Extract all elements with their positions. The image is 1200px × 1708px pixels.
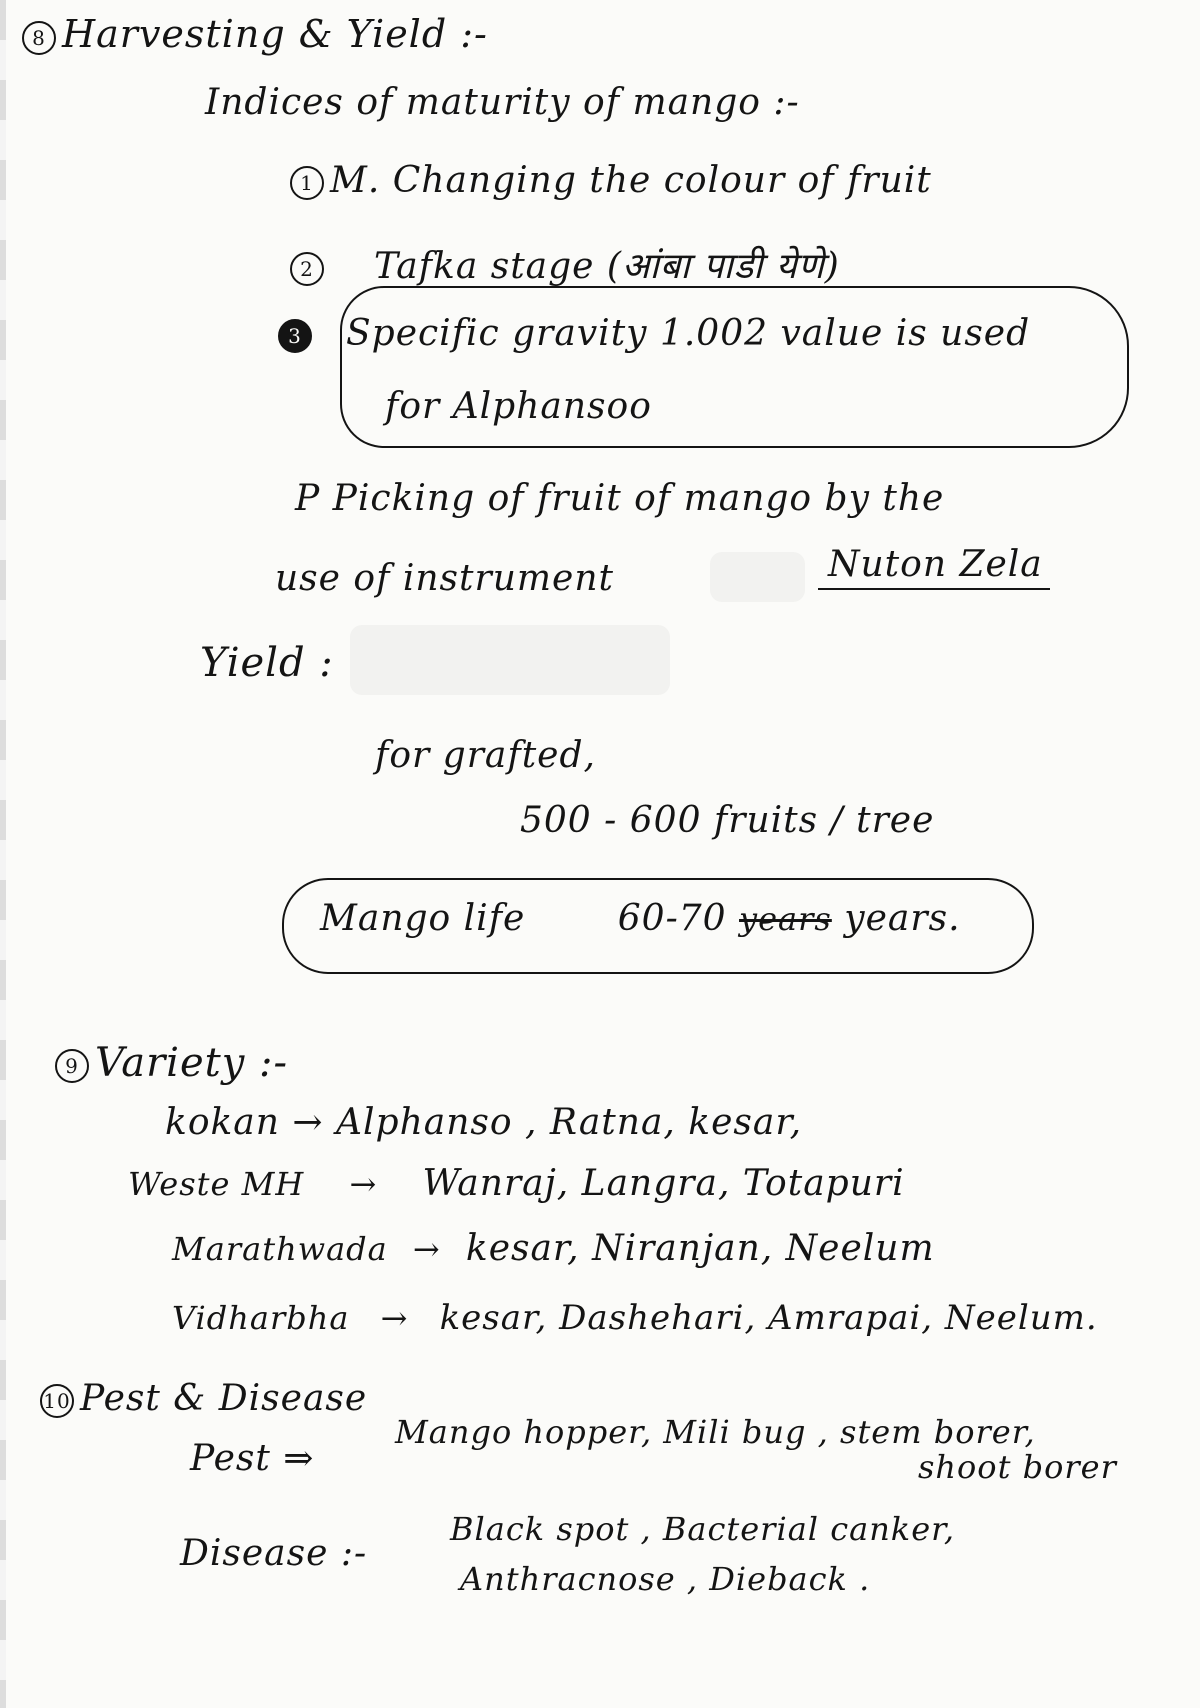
yield-value: 500 - 600 fruits / tree: [520, 800, 935, 841]
disease-list-line2: Anthracnose , Dieback .: [460, 1560, 871, 1598]
smudge: [710, 552, 805, 602]
pest-list-line2: shoot borer: [918, 1448, 1117, 1486]
disease-label: Disease :-: [180, 1533, 368, 1574]
pest-heading: 10 Pest & Disease: [40, 1378, 367, 1419]
variety-heading: 9 Variety :-: [55, 1040, 288, 1086]
instrument-name: Nuton Zela: [828, 544, 1043, 585]
section-number: 8: [22, 21, 56, 55]
yield-label: Yield :: [200, 640, 334, 686]
instrument-underline: [818, 588, 1050, 590]
indices-title: Indices of maturity of mango :-: [205, 82, 800, 123]
disease-list: Black spot , Bacterial canker,: [450, 1510, 956, 1548]
item-number: 3: [278, 319, 312, 353]
pest-label: Pest ⇒: [190, 1438, 315, 1479]
mango-life: Mango life 60-70 years years.: [320, 898, 961, 939]
maturity-item-3-line2: for Alphansoo: [385, 386, 652, 427]
item-number: 1: [290, 166, 324, 200]
variety-row-vidharbha: Vidharbha → kesar, Dashehari, Amrapai, Neelum.: [172, 1298, 1098, 1338]
variety-row-kokan: kokan → Alphanso , Ratna, kesar,: [165, 1102, 803, 1143]
maturity-item-1: 1 M. Changing the colour of fruit: [290, 160, 932, 201]
section-number: 10: [40, 1384, 74, 1418]
variety-row-west: Weste MH → Wanraj, Langra, Totapuri: [128, 1163, 905, 1204]
maturity-item-3: 3 Specific gravity 1.002 value is used: [278, 313, 1030, 354]
harvest-heading: 8 Harvesting & Yield :-: [22, 12, 488, 56]
section-number: 9: [55, 1049, 89, 1083]
maturity-item-2: 2 Tafka stage (आंबा पाडी येणे): [290, 240, 840, 289]
yield-grafted: for grafted,: [375, 735, 596, 776]
pest-list: Mango hopper, Mili bug , stem borer,: [395, 1413, 1036, 1451]
picking-line-2: use of instrument: [275, 558, 614, 599]
item-number: 2: [290, 252, 324, 286]
picking-line: P Picking of fruit of mango by the: [295, 478, 945, 519]
page-edge: [0, 0, 6, 1708]
smudge: [350, 625, 670, 695]
variety-row-marathwada: Marathwada → kesar, Niranjan, Neelum: [172, 1228, 935, 1269]
